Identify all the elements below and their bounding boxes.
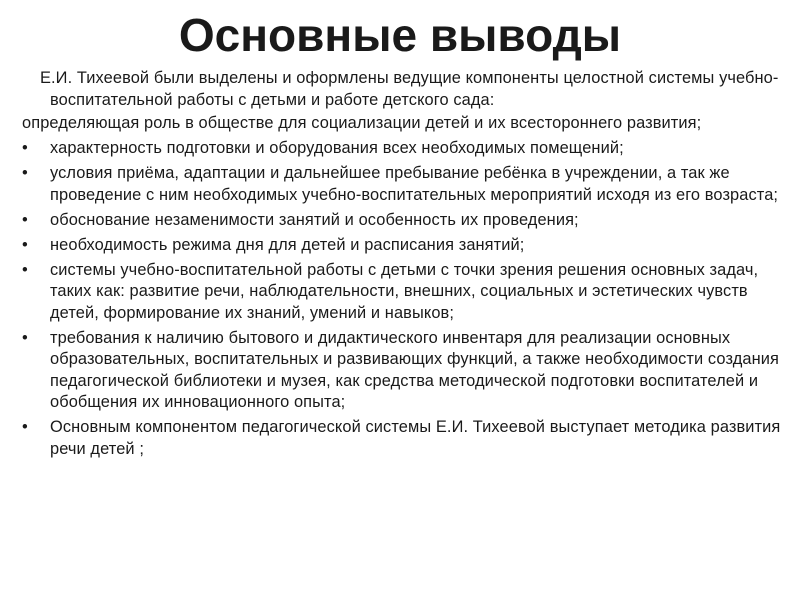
bullet-icon: • — [22, 139, 28, 157]
slide-title: Основные выводы — [178, 9, 622, 61]
list-item-text: обоснование незаменимости занятий и особенность их проведения; — [50, 210, 579, 229]
list-item-text: условия приёма, адаптации и дальнейшее пребывание ребёнка в учреждении, а так же проведение с ним необходимых учебно-воспитательных мероприятий исходя из его возраста; — [50, 164, 779, 204]
list-item — [22, 163, 782, 206]
bullet-icon: • — [22, 328, 28, 347]
bullet-icon: • — [22, 235, 28, 254]
list-item-text: Основным компонентом педагогической системы Е.И. Тихеевой выступает методика развития речи детей ; — [50, 418, 781, 458]
slide-content — [22, 68, 782, 460]
list-item — [22, 260, 782, 325]
list-item — [22, 417, 782, 460]
bullet-icon: • — [22, 164, 28, 182]
conclusions-list — [22, 138, 782, 460]
list-item — [22, 328, 782, 414]
list-item — [22, 210, 782, 232]
list-item-text: необходимость режима дня для детей и расписания занятий; — [50, 235, 525, 254]
list-item — [22, 235, 782, 257]
list-item — [22, 138, 782, 160]
bullet-icon: • — [22, 260, 28, 279]
lead-paragraph: определяющая роль в обществе для социализации детей и их всестороннего развития; — [22, 114, 702, 132]
list-item-text: характерность подготовки и оборудования всех необходимых помещений; — [50, 139, 624, 157]
intro-paragraph: Е.И. Тихеевой были выделены и оформлены ведущие компоненты целостной системы учебно-воспитательной работы с детьми и работе детского сада: — [40, 69, 779, 109]
list-item-text: системы учебно-воспитательной работы с детьми с точки зрения решения основных задач, таких как: развитие речи, наблюдательности, внешних, социальных и эстетических чувств детей, формирование их знаний, умений и навыков; — [50, 260, 759, 322]
bullet-icon: • — [22, 418, 28, 436]
bullet-icon: • — [22, 210, 28, 229]
list-item-text: требования к наличию бытового и дидактического инвентаря для реализации основных образовательных, воспитательных и развивающих функций, а также необходимости создания педагогической библиотеки и музея, как средства методической подготовки воспитателей и обобщения их инновационного опыта; — [50, 328, 779, 411]
